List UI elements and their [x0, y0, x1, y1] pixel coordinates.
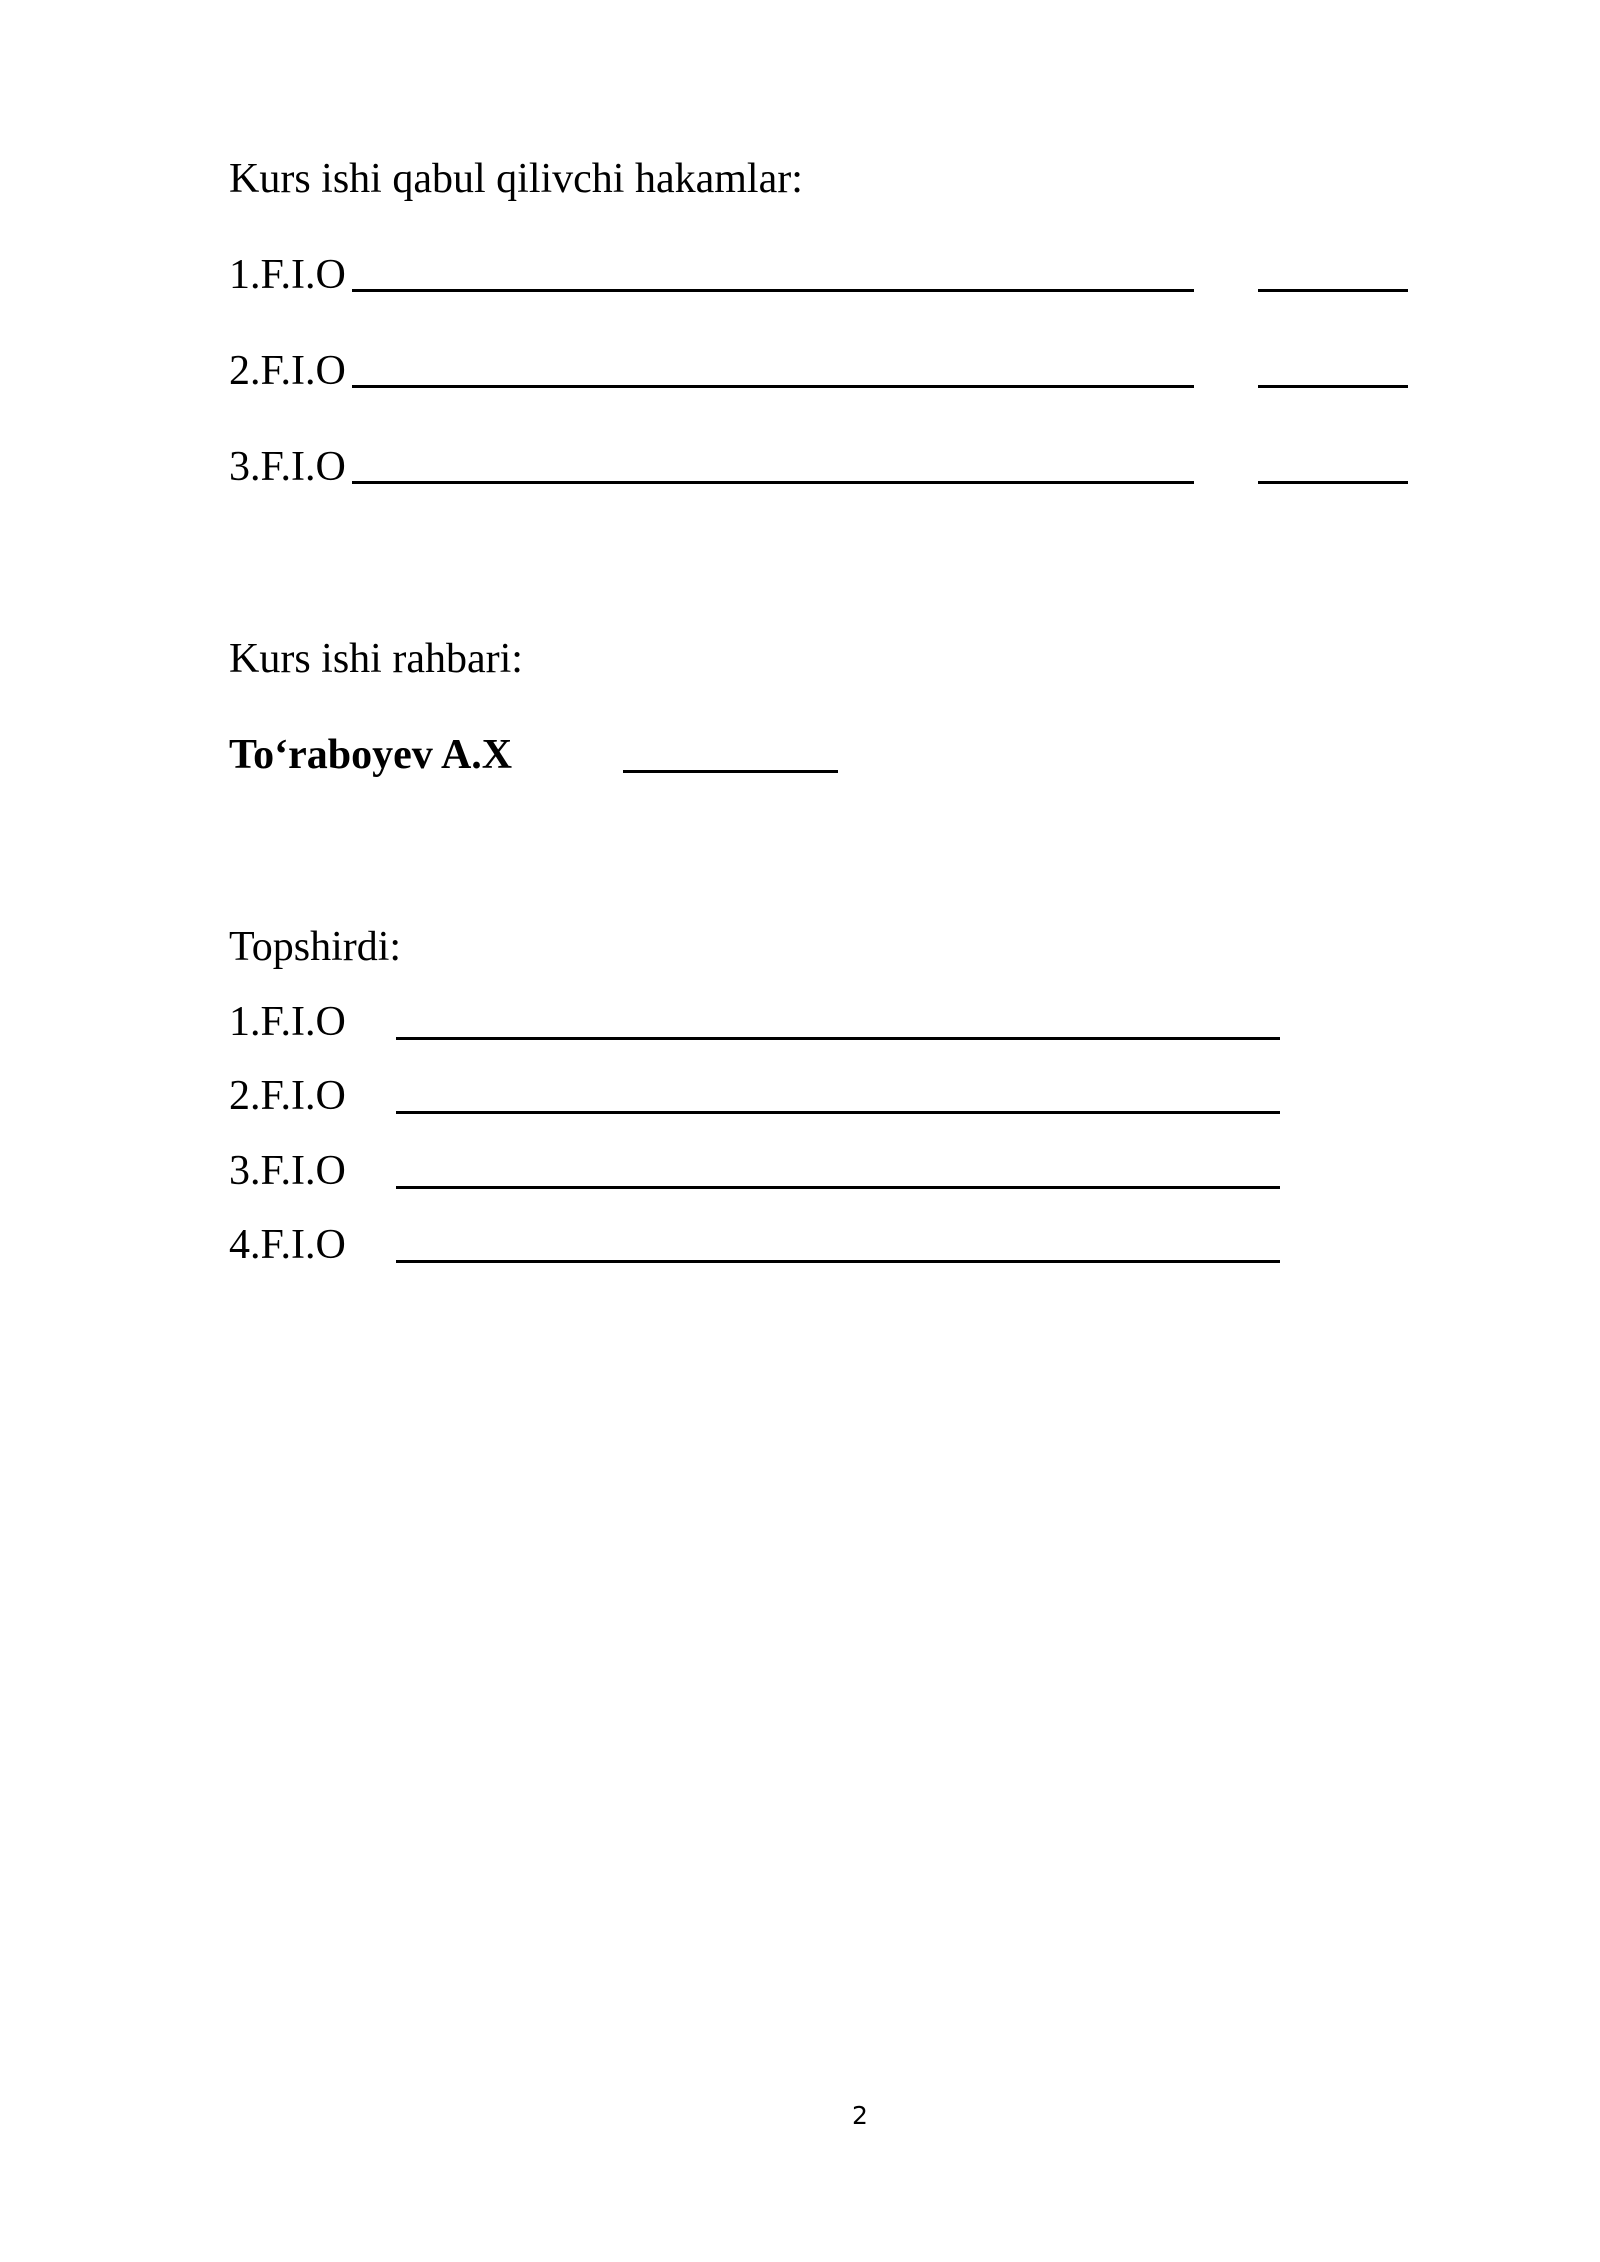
student-4-label: 4.F.I.O [229, 1222, 346, 1268]
judge-3-label: 3.F.I.O [229, 444, 346, 490]
submitted-heading: Topshirdi: [229, 924, 402, 970]
student-1-name-line [396, 1037, 1280, 1040]
page-number: 2 [852, 2101, 868, 2130]
student-3-name-line [396, 1186, 1280, 1189]
supervisor-signature-line [623, 770, 838, 773]
supervisor-heading: Kurs ishi rahbari: [229, 636, 523, 682]
student-2-label: 2.F.I.O [229, 1073, 346, 1119]
student-2-name-line [396, 1111, 1280, 1114]
judges-heading: Kurs ishi qabul qilivchi hakamlar: [229, 156, 803, 202]
judge-2-name-line [352, 385, 1194, 388]
student-1-label: 1.F.I.O [229, 999, 346, 1045]
supervisor-name: To‘raboyev A.X [229, 732, 513, 778]
judge-2-signature-line [1258, 385, 1408, 388]
judge-3-name-line [352, 481, 1194, 484]
student-4-name-line [396, 1260, 1280, 1263]
judge-1-name-line [352, 289, 1194, 292]
judge-1-label: 1.F.I.O [229, 252, 346, 298]
judge-2-label: 2.F.I.O [229, 348, 346, 394]
judge-1-signature-line [1258, 289, 1408, 292]
student-3-label: 3.F.I.O [229, 1148, 346, 1194]
judge-3-signature-line [1258, 481, 1408, 484]
